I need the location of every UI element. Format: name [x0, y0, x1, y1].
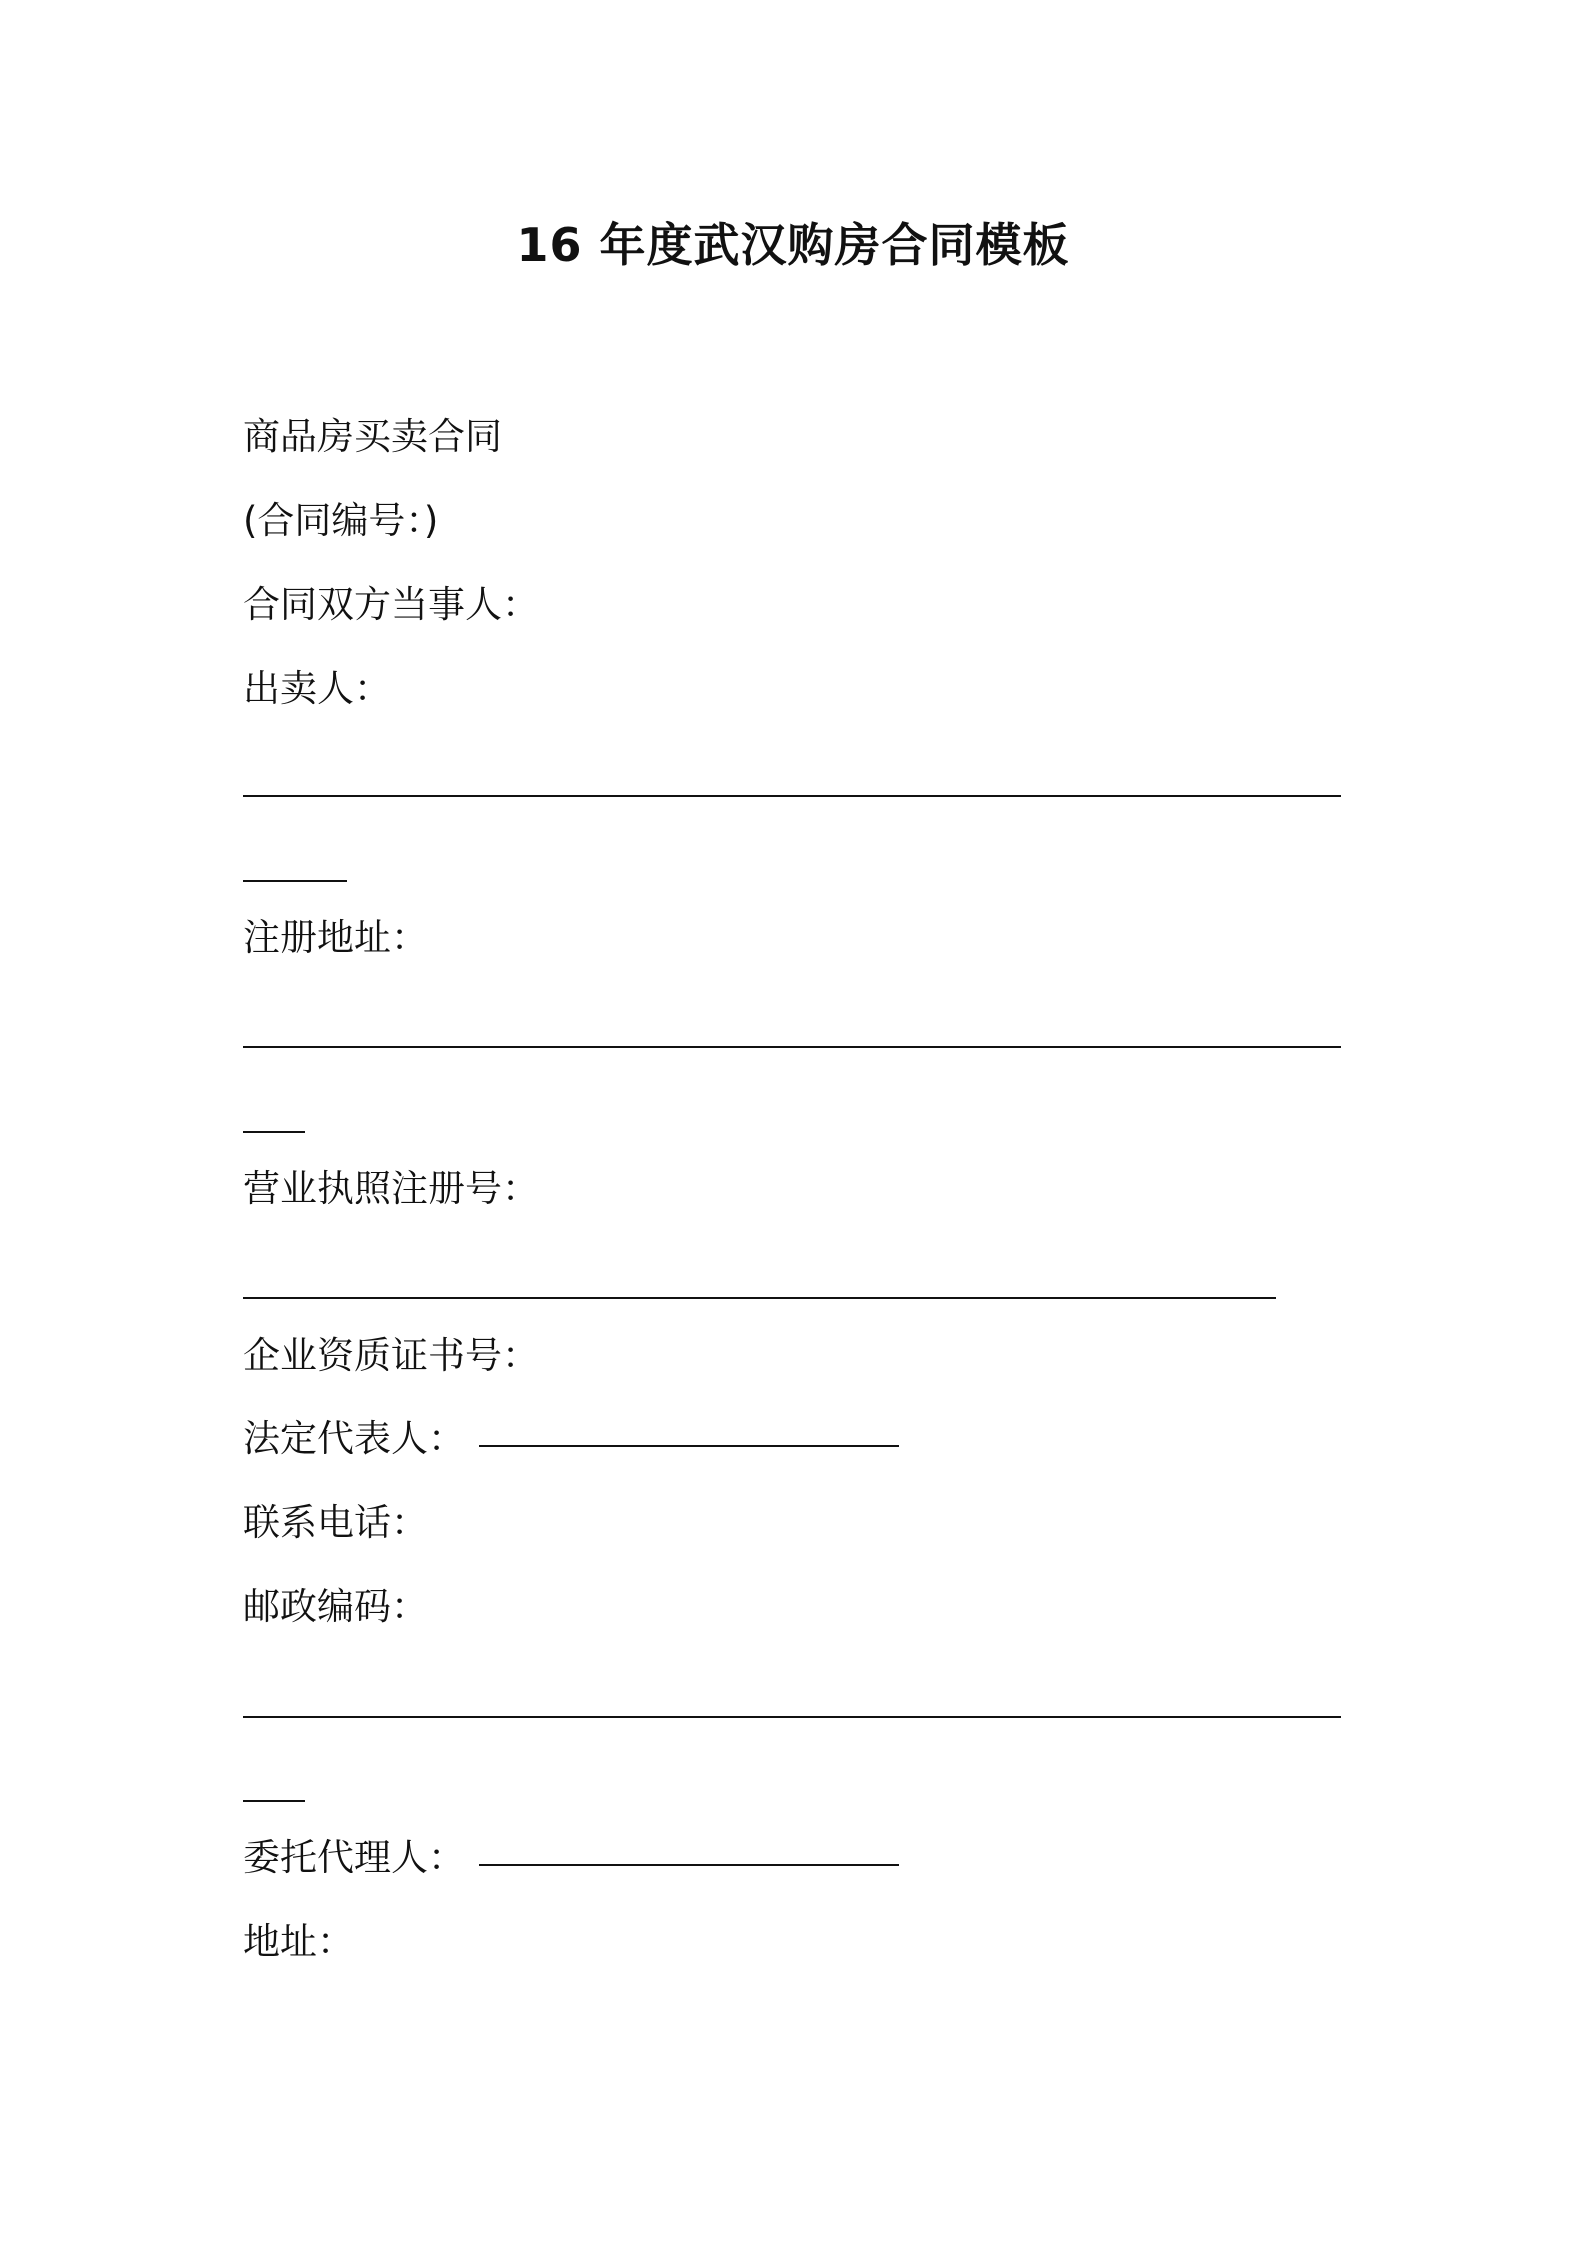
- legal-rep-line: [243, 1414, 899, 1464]
- seller-blank-line-1[interactable]: [243, 795, 1341, 797]
- seller-blank-line-2[interactable]: [243, 880, 347, 882]
- qualification-cert-label: 企业资质证书号：: [243, 1334, 539, 1377]
- phone-label: 联系电话：: [243, 1501, 428, 1544]
- address-label: 地址：: [243, 1920, 354, 1963]
- contract-number: (合同编号：): [243, 499, 439, 542]
- legal-rep-blank-line[interactable]: [479, 1445, 899, 1447]
- postal-code-blank-line-1[interactable]: [243, 1716, 1341, 1718]
- parties-label: 合同双方当事人：: [243, 583, 539, 626]
- seller-label: 出卖人：: [243, 667, 391, 710]
- agent-blank-line[interactable]: [479, 1864, 899, 1866]
- legal-rep-label: 法定代表人：: [243, 1417, 465, 1460]
- registered-address-blank-line-1[interactable]: [243, 1046, 1341, 1048]
- contract-name: 商品房买卖合同: [243, 415, 502, 458]
- business-license-label: 营业执照注册号：: [243, 1167, 539, 1210]
- agent-line: [243, 1833, 899, 1883]
- document-title: 16 年度武汉购房合同模板: [516, 218, 1070, 272]
- agent-label: 委托代理人：: [243, 1836, 465, 1879]
- postal-code-label: 邮政编码：: [243, 1585, 428, 1628]
- business-license-blank-line[interactable]: [243, 1297, 1276, 1299]
- registered-address-blank-line-2[interactable]: [243, 1131, 305, 1133]
- registered-address-label: 注册地址：: [243, 916, 428, 959]
- postal-code-blank-line-2[interactable]: [243, 1800, 305, 1802]
